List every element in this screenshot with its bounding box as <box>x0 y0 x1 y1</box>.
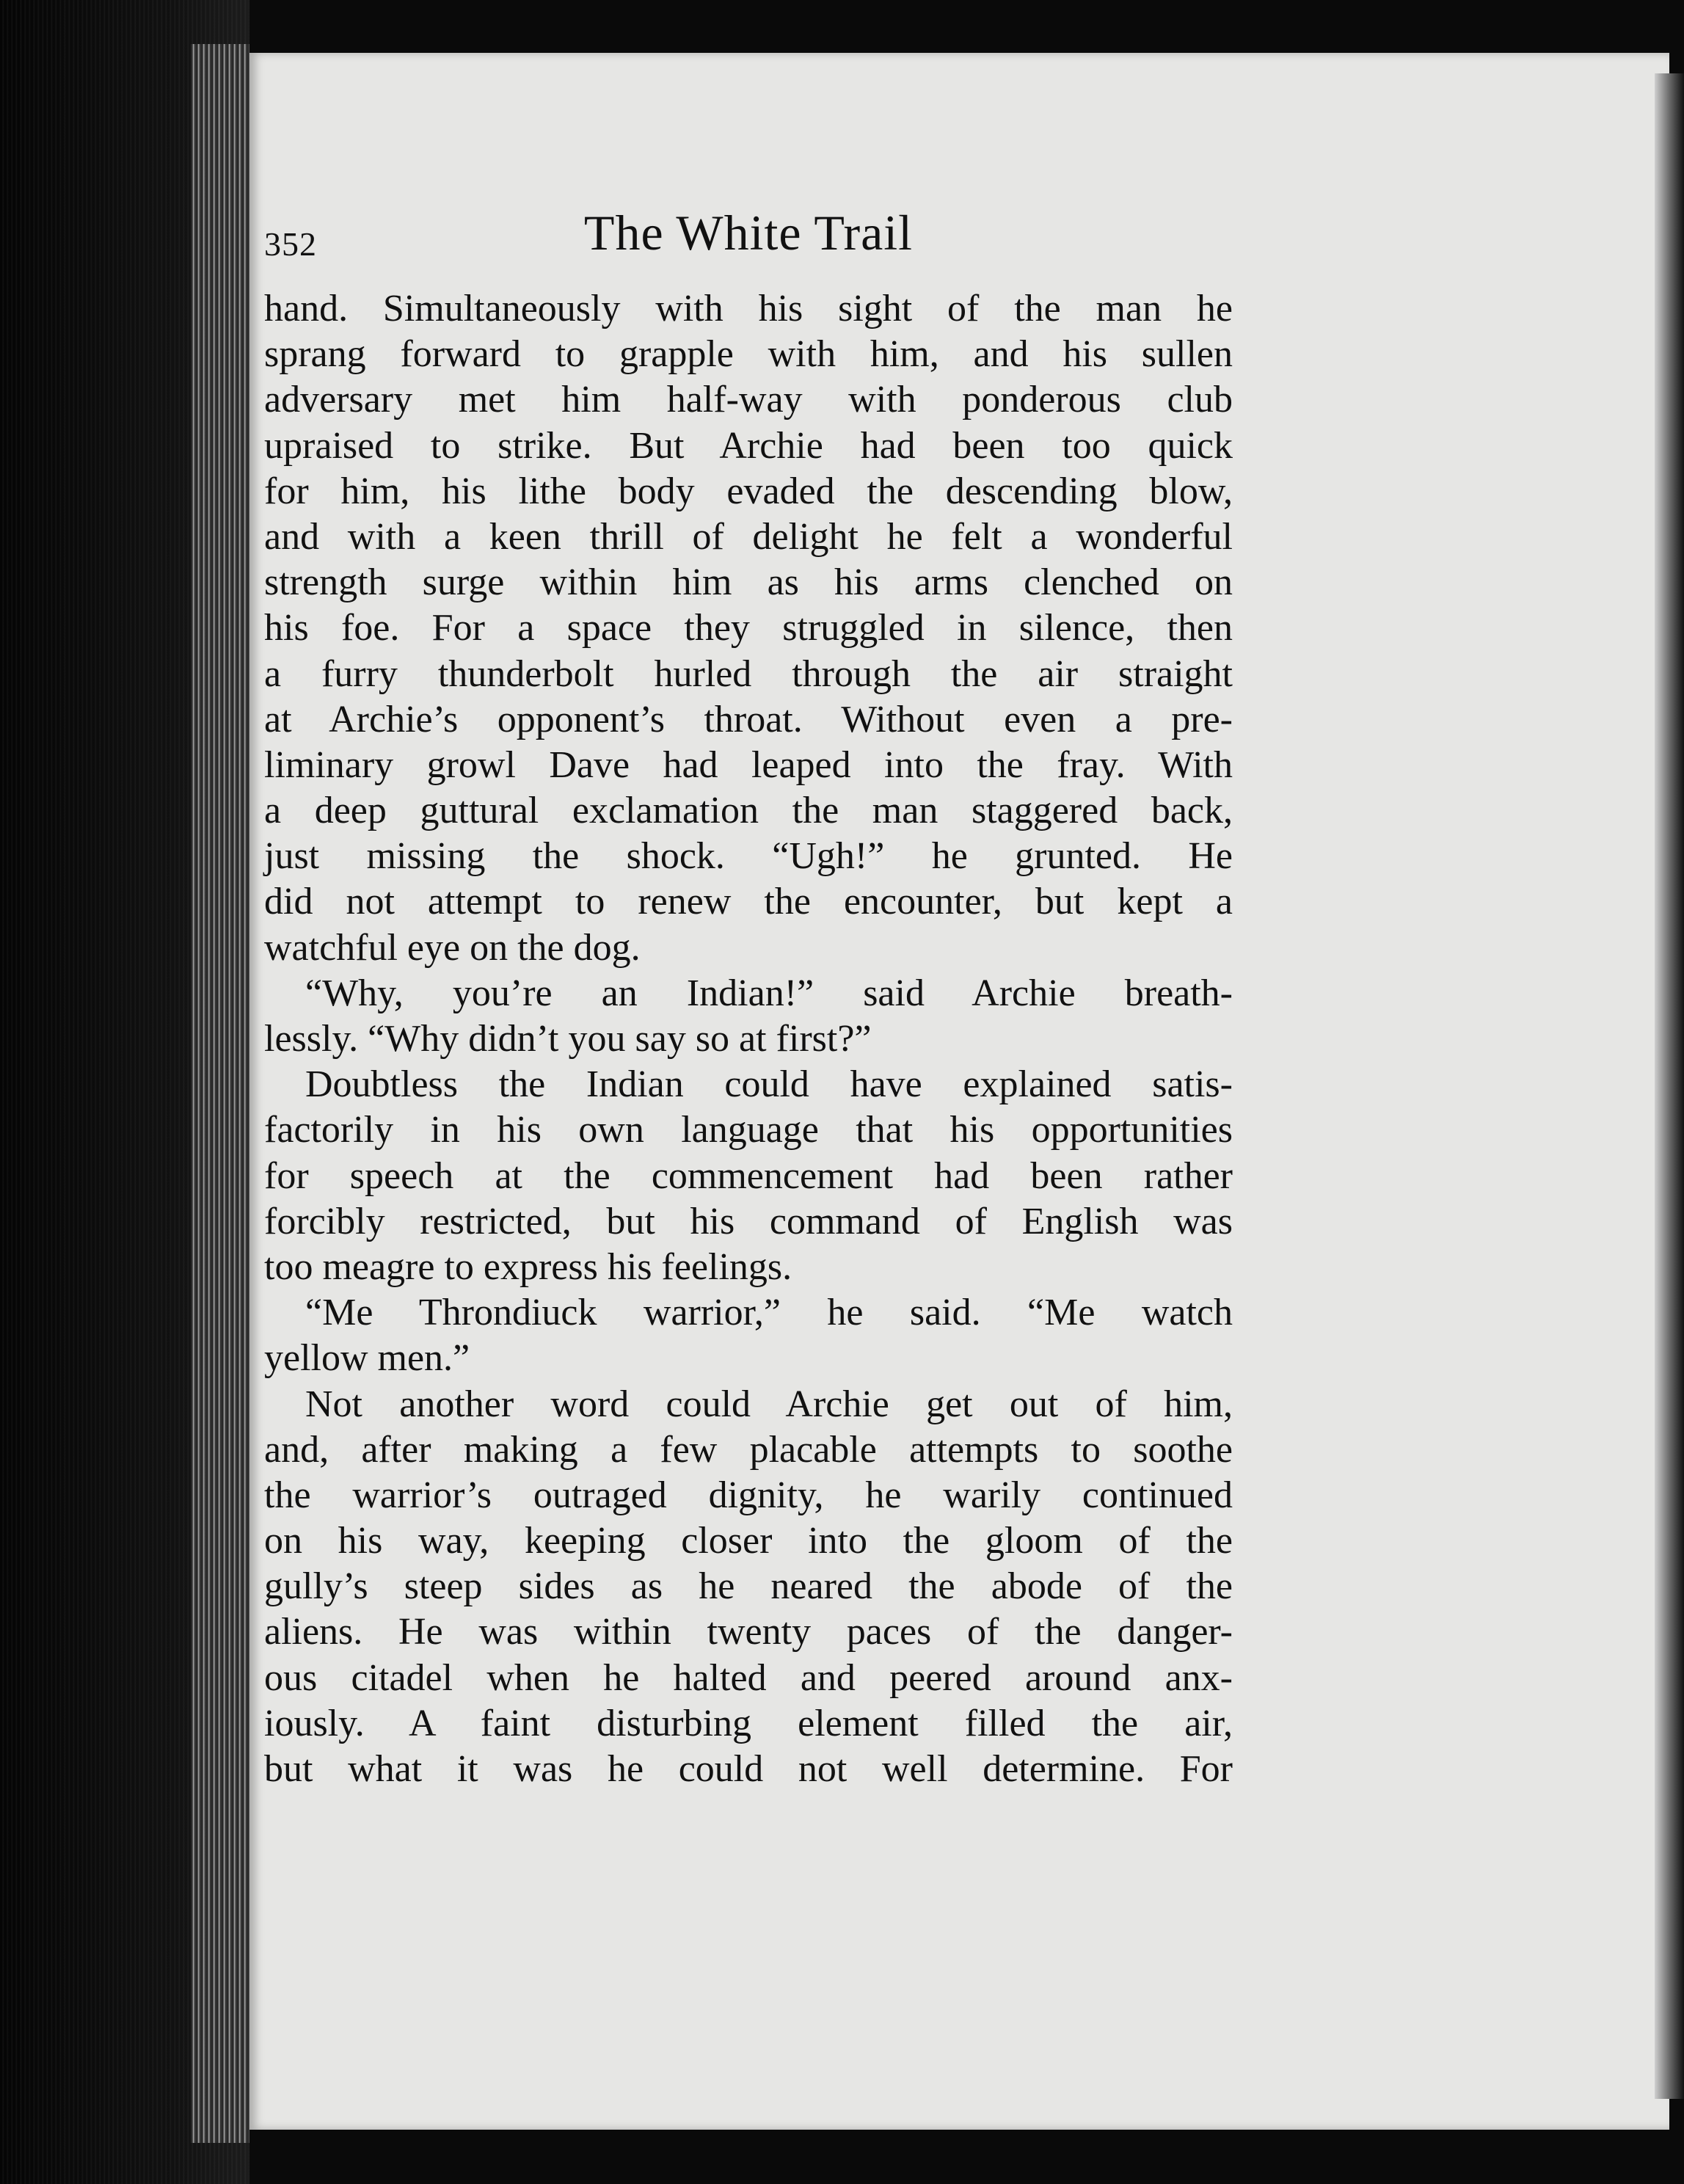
text-line: ous citadel when he halted and peered around anx- <box>264 1656 1233 1699</box>
page-header <box>264 204 1233 270</box>
text-line: sprang forward to grapple with him, and his sullen <box>264 333 1233 376</box>
text-line: a deep guttural exclamation the man staggered back, <box>264 790 1233 832</box>
text-line: strength surge within him as his arms clenched on <box>264 561 1233 604</box>
text-line: adversary met him half-way with ponderous club <box>264 379 1233 421</box>
text-line: and with a keen thrill of delight he felt a wonderful <box>264 515 1233 558</box>
text-line: his foe. For a space they struggled in silence, then <box>264 607 1233 649</box>
text-line: did not attempt to renew the encounter, but kept a <box>264 881 1233 923</box>
text-line: a furry thunderbolt hurled through the air straight <box>264 652 1233 695</box>
text-line: for him, his lithe body evaded the descending blow, <box>264 470 1233 512</box>
text-line: for speech at the commencement had been rather <box>264 1154 1233 1197</box>
text-line: too meagre to express his feelings. <box>264 1245 792 1288</box>
text-line: just missing the shock. “Ugh!” he grunted. He <box>264 835 1233 878</box>
text-line: aliens. He was within twenty paces of the danger- <box>264 1611 1233 1653</box>
text-line: the warrior’s outraged dignity, he warily continued <box>264 1474 1233 1516</box>
text-line: hand. Simultaneously with his sight of the man he <box>264 288 1233 330</box>
text-line: watchful eye on the dog. <box>264 926 641 969</box>
page-number: 352 <box>264 225 317 263</box>
text-line: upraised to strike. But Archie had been too quick <box>264 424 1233 467</box>
text-block <box>264 204 1233 1792</box>
text-line: “Me Throndiuck warrior,” he said. “Me watch <box>305 1292 1233 1334</box>
text-line: but what it was he could not well determine. For <box>264 1748 1233 1790</box>
text-line: Not another word could Archie get out of him, <box>305 1383 1233 1425</box>
text-line: at Archie’s opponent’s throat. Without even a pre- <box>264 698 1233 740</box>
page-edges <box>191 44 249 2143</box>
text-line: iously. A faint disturbing element filled the air, <box>264 1702 1233 1744</box>
text-line: forcibly restricted, but his command of English was <box>264 1200 1233 1242</box>
text-line: lessly. “Why didn’t you say so at first?” <box>264 1018 872 1060</box>
text-line: and, after making a few placable attempts to soothe <box>264 1428 1233 1471</box>
text-line: Doubtless the Indian could have explained satis- <box>305 1063 1233 1106</box>
text-line: yellow men.” <box>264 1337 470 1380</box>
text-line: factorily in his own language that his opportunities <box>264 1109 1233 1151</box>
text-line: “Why, you’re an Indian!” said Archie breath- <box>305 972 1233 1014</box>
text-line: gully’s steep sides as he neared the abode of the <box>264 1565 1233 1608</box>
text-line: liminary growl Dave had leaped into the fray. With <box>264 743 1233 786</box>
right-margin-shadow <box>1655 73 1684 2099</box>
body-text <box>264 286 1233 1792</box>
running-title: The White Trail <box>583 205 914 261</box>
text-line: on his way, keeping closer into the gloom of the <box>264 1520 1233 1562</box>
